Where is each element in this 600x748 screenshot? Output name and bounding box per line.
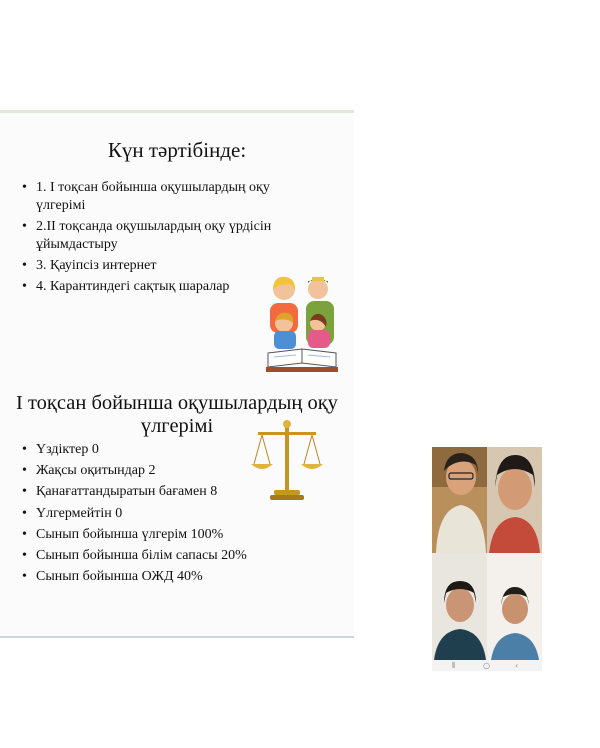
participant-tile[interactable] <box>487 553 542 660</box>
list-item: • 1. І тоқсан бойынша оқушылардың оқу үлгерімі <box>22 179 272 215</box>
list-item: • 3. Қауіпсіз интернет <box>22 257 272 275</box>
family-reading-illustration <box>262 273 342 373</box>
slide-performance <box>0 378 354 638</box>
list-item: • Сынып бойынша ОЖД 40% <box>22 568 322 586</box>
participant-tile[interactable] <box>432 553 487 660</box>
scales-of-justice-icon <box>248 418 326 502</box>
participant-tile[interactable] <box>432 447 487 553</box>
phone-nav-bar <box>432 660 542 671</box>
agenda-title: Күн тәртібінде: <box>107 138 247 162</box>
performance-title: І тоқсан бойынша оқушылардың оқу үлгерімі <box>16 392 338 437</box>
home-icon[interactable]: ○ <box>483 661 490 670</box>
participant-video <box>432 553 487 660</box>
agenda-list <box>22 179 272 299</box>
list-item: • Сынып бойынша үлгерім 100% <box>22 526 322 544</box>
list-item: • Жақсы оқитындар 2 <box>22 462 322 480</box>
list-item: • 2.ІІ тоқсанда оқушылардың оқу үрдісін ұйымдастыру <box>22 218 272 254</box>
list-item: • Үздіктер 0 <box>22 441 322 459</box>
list-item: • Қанағаттандыратын бағамен 8 <box>22 483 322 501</box>
participant-video <box>487 447 542 553</box>
recent-apps-icon[interactable]: ⦀ <box>452 661 456 670</box>
list-item: • Үлгермейтін 0 <box>22 505 322 523</box>
back-icon[interactable]: ‹ <box>515 661 519 670</box>
participant-video <box>487 553 542 660</box>
video-call-panel[interactable] <box>432 447 542 671</box>
list-item: • Сынып бойынша білім сапасы 20% <box>22 547 322 565</box>
list-item: • 4. Карантиндегі сақтық шаралар <box>22 278 272 296</box>
participant-video <box>432 447 487 553</box>
participant-tile[interactable] <box>487 447 542 553</box>
slide-agenda <box>0 110 354 382</box>
